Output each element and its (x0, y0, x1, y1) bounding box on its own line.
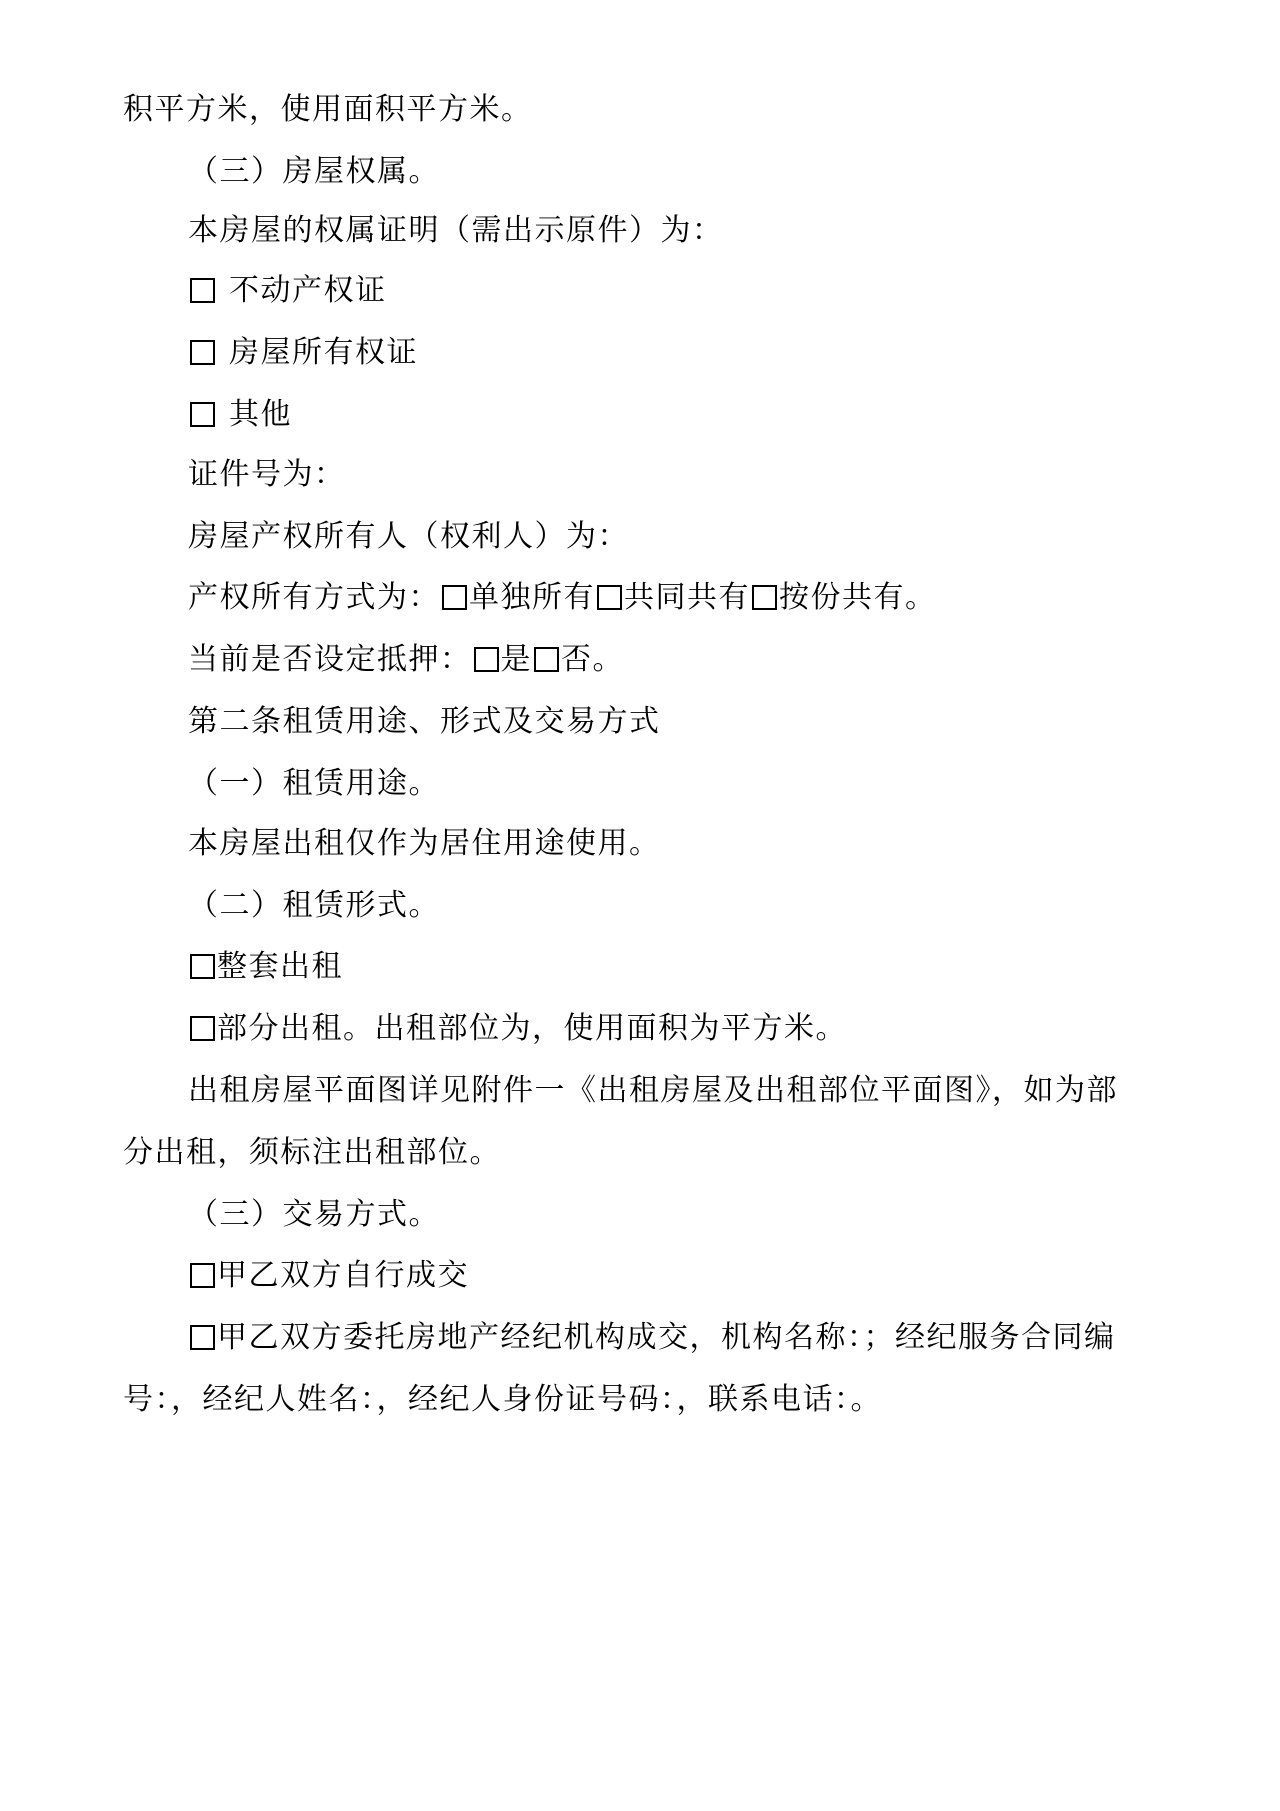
checkbox[interactable] (190, 340, 215, 365)
option-label: 房屋所有权证 (229, 335, 418, 370)
checkbox[interactable] (190, 1325, 215, 1350)
option-label: 甲乙双方自行成交 (217, 1258, 469, 1293)
option-label: 部分出租。出租部位为，使用面积为平方米。 (217, 1011, 847, 1046)
field-label: 当前是否设定抵押： (188, 642, 472, 677)
option-label: 按份共有。 (779, 580, 937, 615)
ownership-type-row (188, 578, 937, 618)
checkbox[interactable] (752, 585, 777, 610)
option-label: 甲乙双方委托房地产经纪机构成交，机构名称：；经纪服务合同编 (217, 1320, 1116, 1355)
checkbox[interactable] (190, 402, 215, 427)
checkbox[interactable] (597, 585, 622, 610)
checkbox-option-row (188, 947, 343, 987)
checkbox-option-row (188, 1009, 847, 1049)
checkbox-option-row (188, 1318, 1116, 1358)
paragraph-line: 分出租，须标注出租部位。 (123, 1135, 501, 1170)
checkbox[interactable] (190, 278, 215, 303)
option-label: 否。 (561, 642, 624, 677)
paragraph-line: 房屋产权所有人（权利人）为： (188, 519, 629, 554)
paragraph-line: 本房屋的权属证明（需出示原件）为： (188, 213, 724, 248)
option-label: 共同共有 (624, 580, 750, 615)
checkbox-option-row (188, 395, 292, 435)
option-label: 不动产权证 (229, 273, 387, 308)
paragraph-line: 出租房屋平面图详见附件一《出租房屋及出租部位平面图》，如为部 (188, 1073, 1118, 1108)
mortgage-row (188, 640, 624, 680)
checkbox-option-row (188, 271, 387, 311)
paragraph-line: 积平方米，使用面积平方米。 (123, 92, 533, 127)
paragraph-line: 证件号为： (188, 457, 346, 492)
option-label: 单独所有 (469, 580, 595, 615)
section-heading: （三）交易方式。 (188, 1197, 440, 1232)
section-heading: （一）租赁用途。 (188, 766, 440, 801)
checkbox-option-row (188, 333, 418, 373)
article-heading: 第二条租赁用途、形式及交易方式 (188, 704, 661, 739)
field-label: 产权所有方式为： (188, 580, 440, 615)
section-heading: （二）租赁形式。 (188, 888, 440, 923)
checkbox[interactable] (534, 647, 559, 672)
section-heading: （三）房屋权属。 (188, 154, 440, 189)
paragraph-line: 本房屋出租仅作为居住用途使用。 (188, 826, 661, 861)
checkbox[interactable] (474, 647, 499, 672)
checkbox[interactable] (442, 585, 467, 610)
paragraph-line: 号：，经纪人姓名：，经纪人身份证号码：，联系电话：。 (123, 1382, 882, 1417)
checkbox[interactable] (190, 1016, 215, 1041)
option-label: 整套出租 (217, 949, 343, 984)
checkbox-option-row (188, 1256, 469, 1296)
checkbox[interactable] (190, 954, 215, 979)
option-label: 是 (500, 642, 532, 677)
checkbox[interactable] (190, 1263, 215, 1288)
option-label: 其他 (229, 397, 292, 432)
